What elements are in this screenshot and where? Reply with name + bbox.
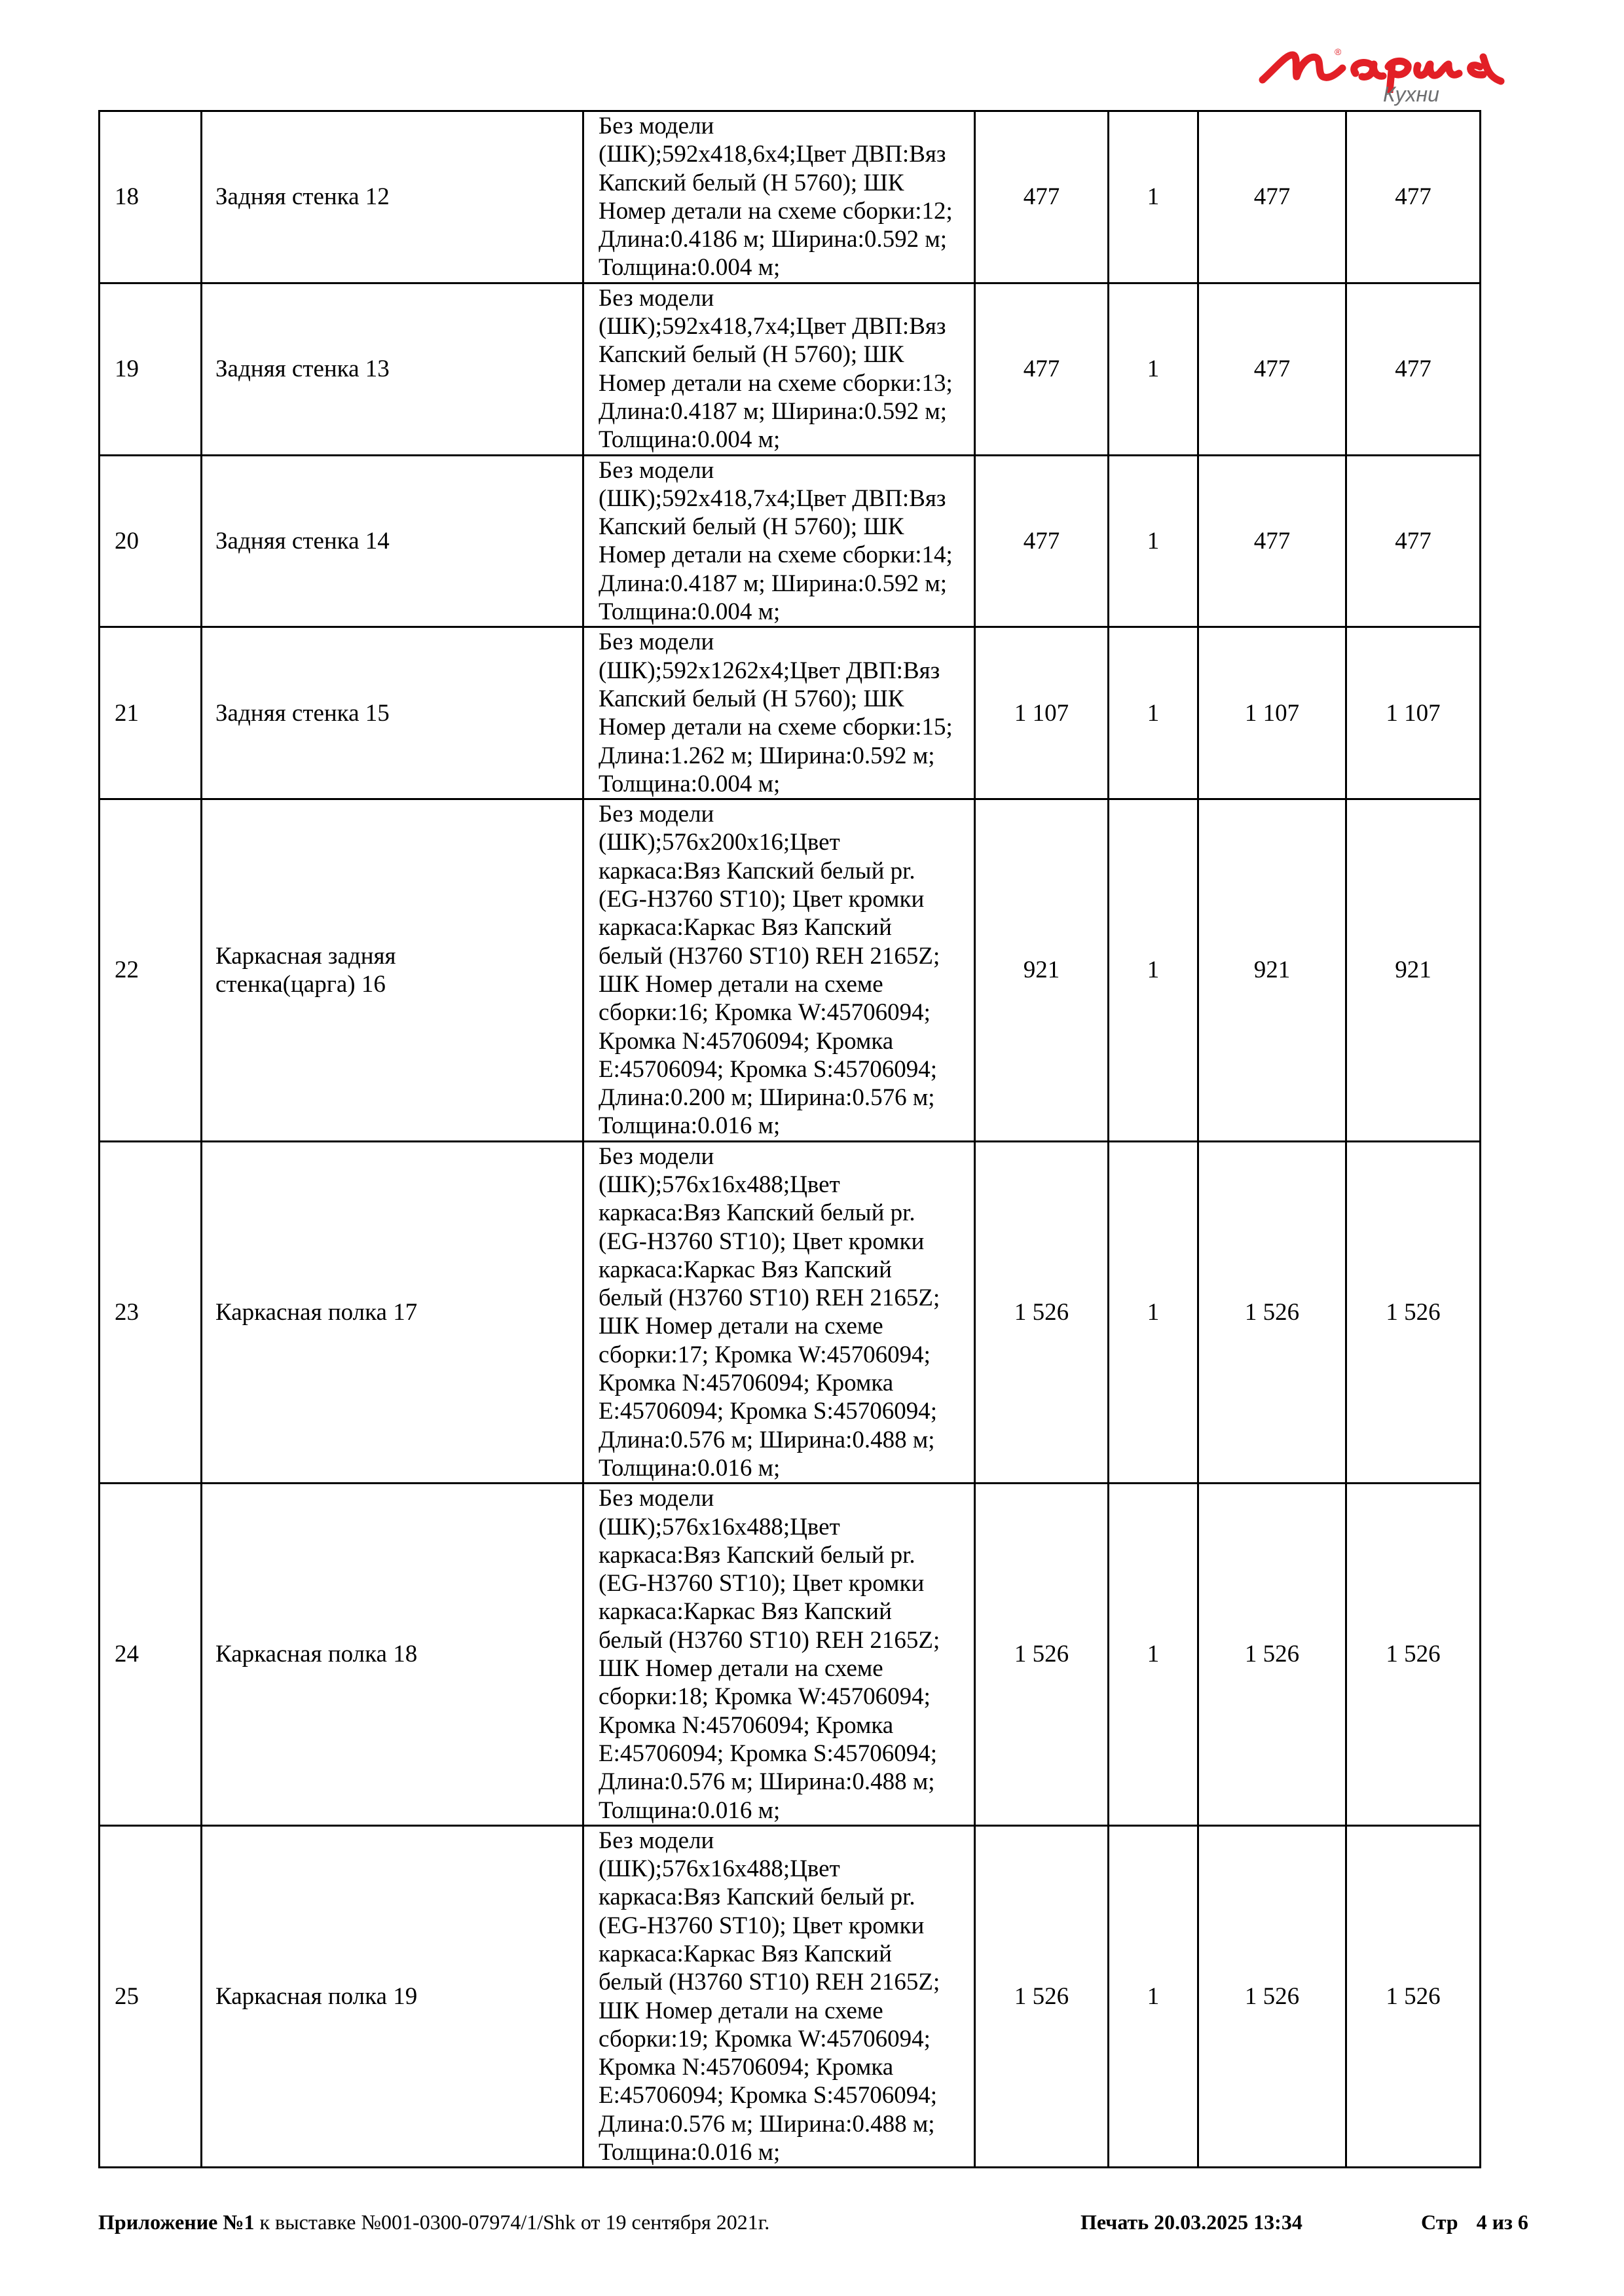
item-sum: 1 526 — [1198, 1484, 1346, 1826]
item-price: 1 526 — [975, 1141, 1109, 1484]
item-name: Задняя стенка 14 — [202, 455, 583, 627]
item-total: 477 — [1346, 283, 1481, 455]
table-row — [100, 1141, 1481, 1484]
item-price: 477 — [975, 283, 1109, 455]
item-sum: 477 — [1198, 283, 1346, 455]
item-total: 477 — [1346, 455, 1481, 627]
item-name: Каркасная полка 19 — [202, 1825, 583, 2168]
table-row — [100, 799, 1481, 1142]
footer-page-value: 4 из 6 — [1476, 2210, 1528, 2234]
item-total: 477 — [1346, 111, 1481, 283]
table-row — [100, 1825, 1481, 2168]
item-total: 1 526 — [1346, 1141, 1481, 1484]
item-sum: 1 526 — [1198, 1825, 1346, 2168]
item-sum: 477 — [1198, 111, 1346, 283]
item-total: 1 526 — [1346, 1484, 1481, 1826]
item-quantity: 1 — [1109, 627, 1198, 799]
item-sum: 1 526 — [1198, 1141, 1346, 1484]
item-name: Задняя стенка 12 — [202, 111, 583, 283]
item-sum: 477 — [1198, 455, 1346, 627]
item-quantity: 1 — [1109, 283, 1198, 455]
item-description: Без модели (ШК);576x200x16;Цвет каркаса:Вяз Капский белый pr. (EG-H3760 ST10); Цвет кромки каркаса:Каркас Вяз Капский белый (H3760 ST10) REH 2165Z; ШК Номер детали на схеме сборки:16; Кромка W:45706094; Кромка N:45706094; Кромка E:45706094; Кромка S:45706094; Длина:0.200 м; Ширина:0.576 м; Толщина:0.016 м; — [583, 799, 975, 1142]
footer-page-label: Стр — [1421, 2210, 1458, 2234]
registered-mark: ® — [1335, 46, 1342, 57]
row-number: 21 — [100, 627, 202, 799]
item-quantity: 1 — [1109, 799, 1198, 1142]
row-number: 19 — [100, 283, 202, 455]
item-description: Без модели (ШК);576x16x488;Цвет каркаса:Вяз Капский белый pr. (EG-H3760 ST10); Цвет кромки каркаса:Каркас Вяз Капский белый (H3760 ST10) REH 2165Z; ШК Номер детали на схеме сборки:17; Кромка W:45706094; Кромка N:45706094; Кромка E:45706094; Кромка S:45706094; Длина:0.576 м; Ширина:0.488 м; Толщина:0.016 м; — [583, 1141, 975, 1484]
item-quantity: 1 — [1109, 1484, 1198, 1826]
row-number: 20 — [100, 455, 202, 627]
footer-appendix — [98, 2210, 769, 2234]
item-price: 477 — [975, 111, 1109, 283]
item-total: 1 107 — [1346, 627, 1481, 799]
item-price: 1 107 — [975, 627, 1109, 799]
item-description: Без модели (ШК);592x1262x4;Цвет ДВП:Вяз Капский белый (Н 5760); ШК Номер детали на схеме сборки:15; Длина:1.262 м; Ширина:0.592 м; Толщина:0.004 м; — [583, 627, 975, 799]
item-quantity: 1 — [1109, 111, 1198, 283]
item-description: Без модели (ШК);592x418,6x4;Цвет ДВП:Вяз Капский белый (Н 5760); ШК Номер детали на схеме сборки:12; Длина:0.4186 м; Ширина:0.592 м; Толщина:0.004 м; — [583, 111, 975, 283]
item-description: Без модели (ШК);592x418,7x4;Цвет ДВП:Вяз Капский белый (Н 5760); ШК Номер детали на схеме сборки:14; Длина:0.4187 м; Ширина:0.592 м; Толщина:0.004 м; — [583, 455, 975, 627]
row-number: 23 — [100, 1141, 202, 1484]
item-quantity: 1 — [1109, 1825, 1198, 2168]
item-sum: 921 — [1198, 799, 1346, 1142]
item-price: 1 526 — [975, 1825, 1109, 2168]
item-quantity: 1 — [1109, 1141, 1198, 1484]
footer-appendix-text: к выставке №001-0300-07974/1/Shk от 19 сентября 2021г. — [254, 2210, 770, 2234]
footer-print-date: Печать 20.03.2025 13:34 — [1080, 2210, 1302, 2234]
footer-appendix-number: Приложение №1 — [98, 2210, 255, 2234]
footer-page-number — [1421, 2210, 1528, 2234]
items-table — [98, 110, 1481, 2168]
logo-subtitle: Кухни — [1383, 82, 1439, 106]
item-description: Без модели (ШК);576x16x488;Цвет каркаса:Вяз Капский белый pr. (EG-H3760 ST10); Цвет кромки каркаса:Каркас Вяз Капский белый (H3760 ST10) REH 2165Z; ШК Номер детали на схеме сборки:19; Кромка W:45706094; Кромка N:45706094; Кромка E:45706094; Кромка S:45706094; Длина:0.576 м; Ширина:0.488 м; Толщина:0.016 м; — [583, 1825, 975, 2168]
item-price: 1 526 — [975, 1484, 1109, 1826]
item-price: 921 — [975, 799, 1109, 1142]
row-number: 25 — [100, 1825, 202, 2168]
item-name: Задняя стенка 15 — [202, 627, 583, 799]
item-name: Каркасная полка 17 — [202, 1141, 583, 1484]
table-row — [100, 1484, 1481, 1826]
row-number: 24 — [100, 1484, 202, 1826]
item-price: 477 — [975, 455, 1109, 627]
item-name: Задняя стенка 13 — [202, 283, 583, 455]
item-total: 1 526 — [1346, 1825, 1481, 2168]
item-sum: 1 107 — [1198, 627, 1346, 799]
item-description: Без модели (ШК);592x418,7x4;Цвет ДВП:Вяз Капский белый (Н 5760); ШК Номер детали на схеме сборки:13; Длина:0.4187 м; Ширина:0.592 м; Толщина:0.004 м; — [583, 283, 975, 455]
item-name: Каркасная полка 18 — [202, 1484, 583, 1826]
item-description: Без модели (ШК);576x16x488;Цвет каркаса:Вяз Капский белый pr. (EG-H3760 ST10); Цвет кромки каркаса:Каркас Вяз Капский белый (H3760 ST10) REH 2165Z; ШК Номер детали на схеме сборки:18; Кромка W:45706094; Кромка N:45706094; Кромка E:45706094; Кромка S:45706094; Длина:0.576 м; Ширина:0.488 м; Толщина:0.016 м; — [583, 1484, 975, 1826]
table-row — [100, 283, 1481, 455]
table-row — [100, 455, 1481, 627]
item-name: Каркасная задняя стенка(царга) 16 — [202, 799, 583, 1142]
row-number: 18 — [100, 111, 202, 283]
table-row — [100, 627, 1481, 799]
item-total: 921 — [1346, 799, 1481, 1142]
row-number: 22 — [100, 799, 202, 1142]
table-row — [100, 111, 1481, 283]
item-quantity: 1 — [1109, 455, 1198, 627]
